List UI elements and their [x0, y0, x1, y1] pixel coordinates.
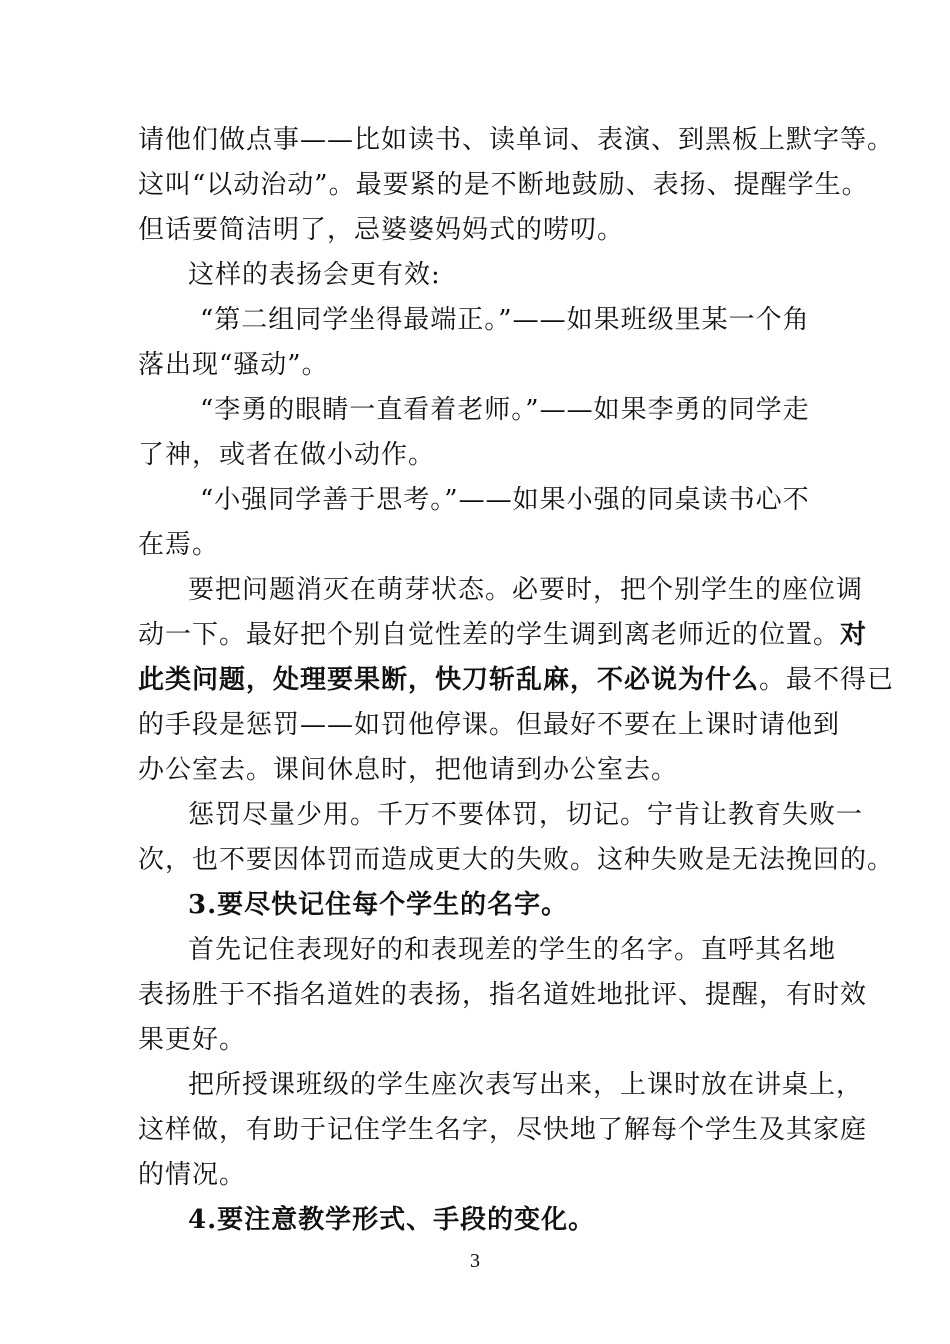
text-line: 这样做，有助于记住学生名字，尽快地了解每个学生及其家庭	[138, 1115, 868, 1145]
text-line: 惩罚尽量少用。千万不要体罚，切记。宁肯让教育失败一	[188, 800, 864, 830]
text-line: 这叫“以动治动”。最要紧的是不断地鼓励、表扬、提醒学生。	[138, 170, 869, 200]
text-line: 这样的表扬会更有效:	[188, 260, 441, 290]
text-line: 要把问题消灭在萌芽状态。必要时，把个别学生的座位调	[188, 575, 864, 605]
text-line: 了神，或者在做小动作。	[138, 440, 436, 470]
text-line: 但话要简洁明了，忌婆婆妈妈式的唠叨。	[138, 215, 625, 245]
page-number: 3	[470, 1250, 480, 1272]
section-heading: 4.要注意教学形式、手段的变化。	[188, 1205, 596, 1235]
text-line: 办公室去。课间休息时，把他请到办公室去。	[138, 755, 679, 785]
text-line: 把所授课班级的学生座次表写出来，上课时放在讲桌上，	[188, 1070, 864, 1100]
text-line: 请他们做点事——比如读书、读单词、表演、到黑板上默字等。	[138, 125, 895, 155]
text-line: “小强同学善于思考。”——如果小强的同桌读书心不	[200, 485, 810, 515]
text-line: “李勇的眼睛一直看着老师。”——如果李勇的同学走	[200, 395, 810, 425]
bold-text: 对	[840, 620, 868, 650]
text-line: 此类问题，处理要果断，快刀斩乱麻，不必说为什么。最不得已	[138, 665, 895, 695]
text-line: 动一下。最好把个别自觉性差的学生调到离老师近的位置。对	[138, 620, 868, 650]
text-line: 的手段是惩罚——如罚他停课。但最好不要在上课时请他到	[138, 710, 841, 740]
text-line: 次，也不要因体罚而造成更大的失败。这种失败是无法挽回的。	[138, 845, 895, 875]
section-heading: 3.要尽快记住每个学生的名字。	[188, 890, 569, 920]
text-line: 首先记住表现好的和表现差的学生的名字。直呼其名地	[188, 935, 837, 965]
text-line: 果更好。	[138, 1025, 247, 1055]
bold-text: 此类问题，处理要果断，快刀斩乱麻，不必说为什么	[138, 665, 760, 695]
text-line: “第二组同学坐得最端正。”——如果班级里某一个角	[200, 305, 810, 335]
text-line: 的情况。	[138, 1160, 247, 1190]
text-line: 落出现“骚动”。	[138, 350, 329, 380]
text-line: 在焉。	[138, 530, 220, 560]
text-line: 表扬胜于不指名道姓的表扬，指名道姓地批评、提醒，有时效	[138, 980, 868, 1010]
